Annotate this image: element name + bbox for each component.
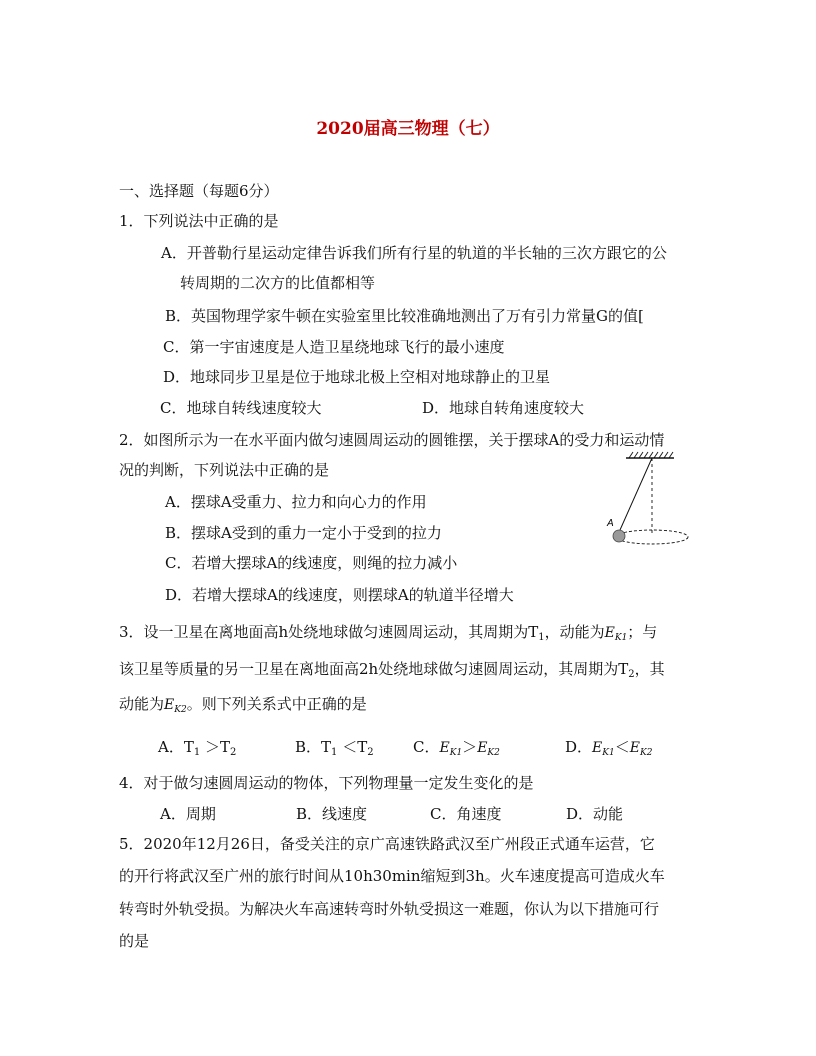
- q1-option-b: B．英国物理学家牛顿在实验室里比较准确地测出了万有引力常量G的值[: [165, 307, 644, 325]
- ek1-symbol: $E_{K1}$: [604, 625, 628, 643]
- q1-option-d: D．地球同步卫星是位于地球北极上空相对地球静止的卫星: [163, 368, 551, 386]
- q5-line-4: 的是: [119, 932, 150, 950]
- q3-line-2: 该卫星等质量的另一卫星在离地面高2h处绕地球做匀速圆周运动，其周期为$T_2$，其: [119, 660, 665, 680]
- ek2-symbol: $E_{K2}$: [164, 697, 187, 715]
- q3-option-d: D．$E_{K1}<E_{K2}$: [565, 738, 653, 758]
- ceiling-hatch: [629, 452, 673, 458]
- q1-extra-c: C．地球自转线速度较大: [160, 399, 322, 417]
- q3-line-3: 动能为$E_{K2}$。则下列关系式中正确的是: [119, 695, 367, 715]
- q1-option-a-cont: 转周期的二次方的比值都相等: [180, 274, 376, 292]
- q1-extra-d: D．地球自转角速度较大: [422, 399, 585, 417]
- q3-line-1: 3．设一卫星在离地面高h处绕地球做匀速圆周运动，其周期为$T_1$，动能为$E_{K1}$；与: [119, 623, 658, 643]
- q5-line-3: 转弯时外轨受损。为解决火车高速转弯时外轨受损这一难题，你认为以下措施可行: [119, 900, 660, 918]
- q4-option-c: C．角速度: [430, 805, 502, 823]
- conical-pendulum-figure: [600, 448, 700, 558]
- q3-option-a: A．$T_1 >T_2$: [158, 738, 237, 758]
- q5-line-2: 的开行将武汉至广州的旅行时间从10h30min缩短到3h。火车速度提高可造成火车: [119, 867, 665, 885]
- page-title: 2020届高三物理（七）: [316, 119, 500, 139]
- q2-option-c: C．若增大摆球A的线速度，则绳的拉力减小: [165, 554, 458, 572]
- q4-stem: 4．对于做匀速圆周运动的物体，下列物理量一定发生变化的是: [119, 774, 534, 792]
- ball-label: A: [607, 518, 614, 529]
- q2-stem-cont: 况的判断，下列说法中正确的是: [119, 461, 330, 479]
- pendulum-string: [620, 458, 652, 530]
- q3-option-c: C．$E_{K1}>E_{K2}$: [413, 738, 500, 758]
- q5-line-1: 5．2020年12月26日，备受关注的京广高速铁路武汉至广州段正式通车运营，它: [119, 835, 655, 853]
- q2-option-b: B．摆球A受到的重力一定小于受到的拉力: [165, 524, 442, 542]
- q2-option-a: A．摆球A受重力、拉力和向心力的作用: [165, 493, 427, 511]
- q2-option-d: D．若增大摆球A的线速度，则摆球A的轨道半径增大: [165, 586, 514, 604]
- q4-option-d: D．动能: [566, 805, 624, 823]
- q1-stem: 1．下列说法中正确的是: [119, 212, 279, 230]
- q1-option-c: C．第一宇宙速度是人造卫星绕地球飞行的最小速度: [163, 338, 505, 356]
- q1-option-a: A．开普勒行星运动定律告诉我们所有行星的轨道的半长轴的三次方跟它的公: [161, 244, 667, 262]
- q4-option-a: A．周期: [160, 805, 216, 823]
- q4-option-b: B．线速度: [296, 805, 368, 823]
- q2-stem: 2．如图所示为一在水平面内做匀速圆周运动的圆锥摆，关于摆球A的受力和运动情: [119, 431, 665, 449]
- pendulum-ball: [613, 530, 625, 542]
- section-heading: 一、选择题（每题6分）: [119, 182, 279, 200]
- q3-option-b: B．$T_1 <T_2$: [295, 738, 374, 758]
